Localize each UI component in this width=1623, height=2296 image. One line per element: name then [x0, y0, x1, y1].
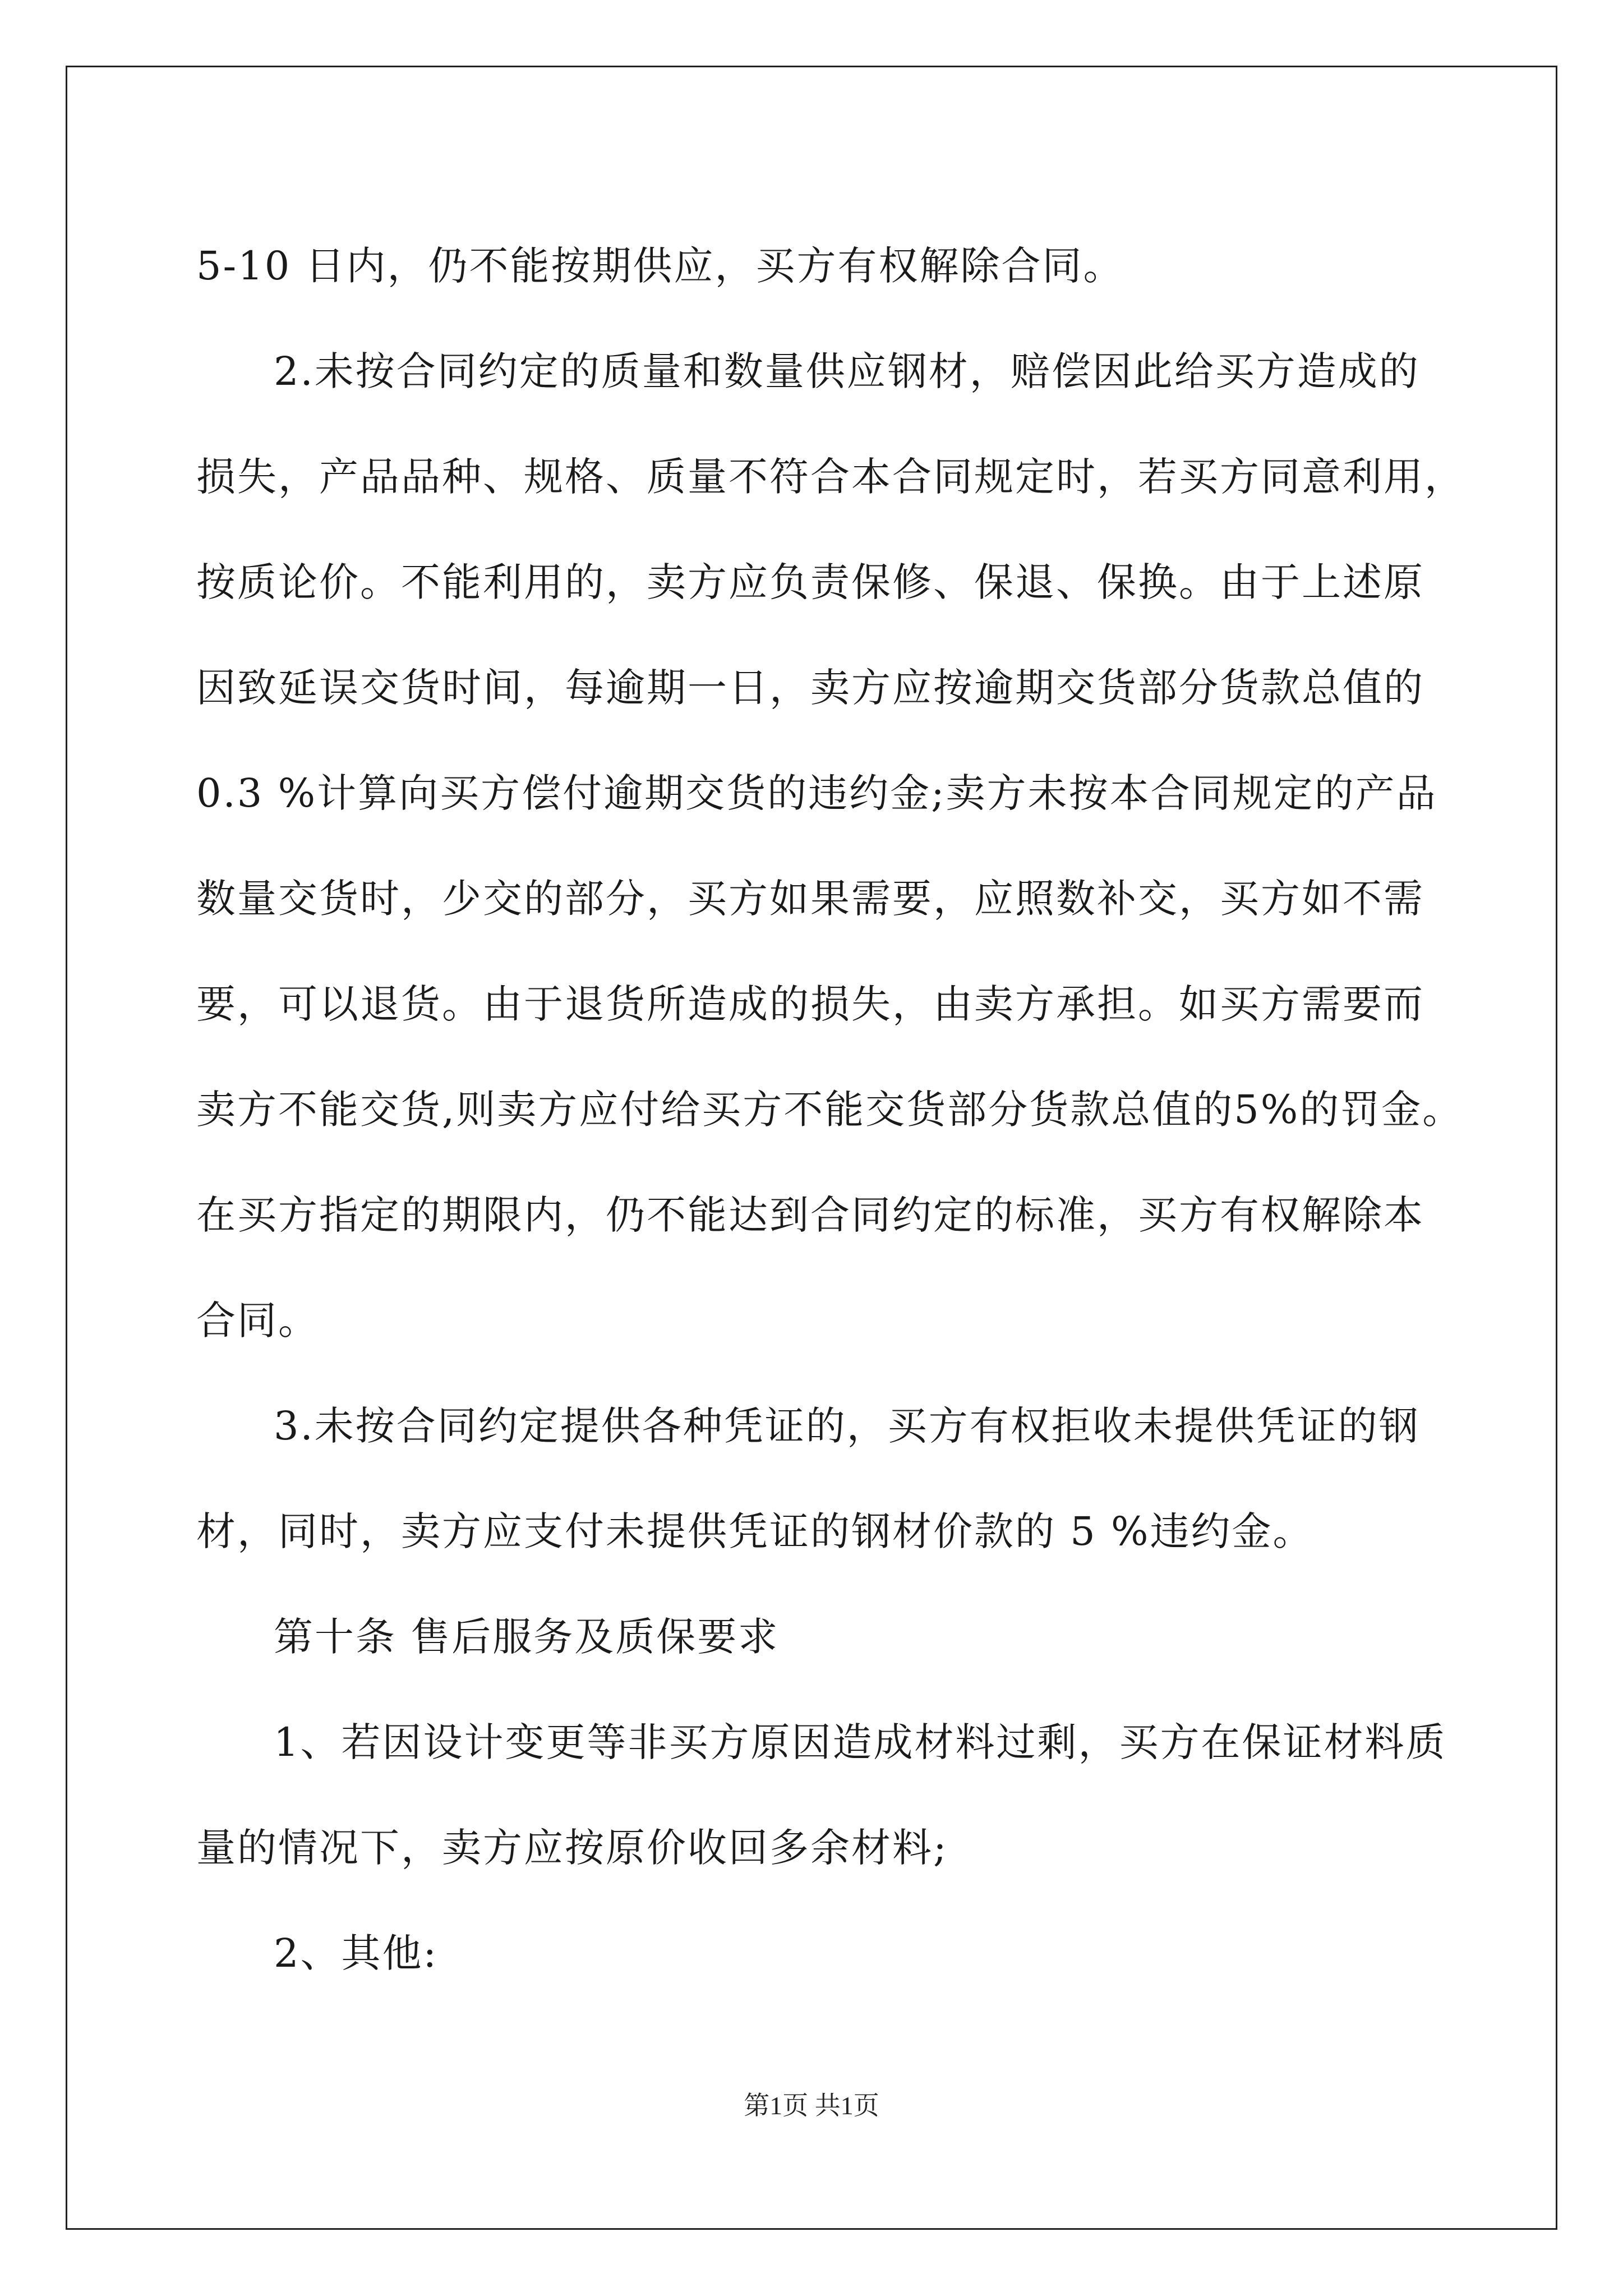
- page-number-footer: 第1页 共1页: [744, 2091, 879, 2120]
- text-line: 要，可以退货。由于退货所造成的损失，由卖方承担。如买方需要而: [196, 981, 1424, 1027]
- text-line: 材，同时，卖方应支付未提供凭证的钢材价款的 5 %违约金。: [196, 1508, 1314, 1554]
- text-line: 合同。: [196, 1297, 319, 1343]
- text-line: 因致延误交货时间，每逾期一日，卖方应按逾期交货部分货款总值的: [196, 665, 1424, 711]
- text-line: 损失，产品品种、规格、质量不符合本合同规定时，若买方同意利用，: [196, 454, 1465, 500]
- text-line: 卖方不能交货,则卖方应付给买方不能交货部分货款总值的5%的罚金。: [196, 1087, 1464, 1133]
- document-body: [196, 213, 1465, 2006]
- text-line: 在买方指定的期限内，仍不能达到合同约定的标准，买方有权解除本: [196, 1192, 1424, 1238]
- text-line: 数量交货时，少交的部分，买方如果需要，应照数补交，买方如不需: [196, 876, 1424, 922]
- section-heading: 第十条 售后服务及质保要求: [274, 1614, 780, 1660]
- text-line: 量的情况下，卖方应按原价收回多余材料;: [196, 1825, 948, 1871]
- text-line: 0.3 %计算向买方偿付逾期交货的违约金;卖方未按本合同规定的产品: [196, 770, 1437, 816]
- text-line: 按质论价。不能利用的，卖方应负责保修、保退、保换。由于上述原: [196, 559, 1424, 605]
- text-line: 1、若因设计变更等非买方原因造成材料过剩，买方在保证材料质: [274, 1719, 1447, 1765]
- text-line: 2、其他:: [274, 1930, 439, 1976]
- text-line: 3.未按合同约定提供各种凭证的，买方有权拒收未提供凭证的钢: [274, 1403, 1420, 1449]
- text-line: 5-10 日内，仍不能按期供应，买方有权解除合同。: [196, 243, 1124, 289]
- text-line: 2.未按合同约定的质量和数量供应钢材，赔偿因此给买方造成的: [274, 348, 1420, 394]
